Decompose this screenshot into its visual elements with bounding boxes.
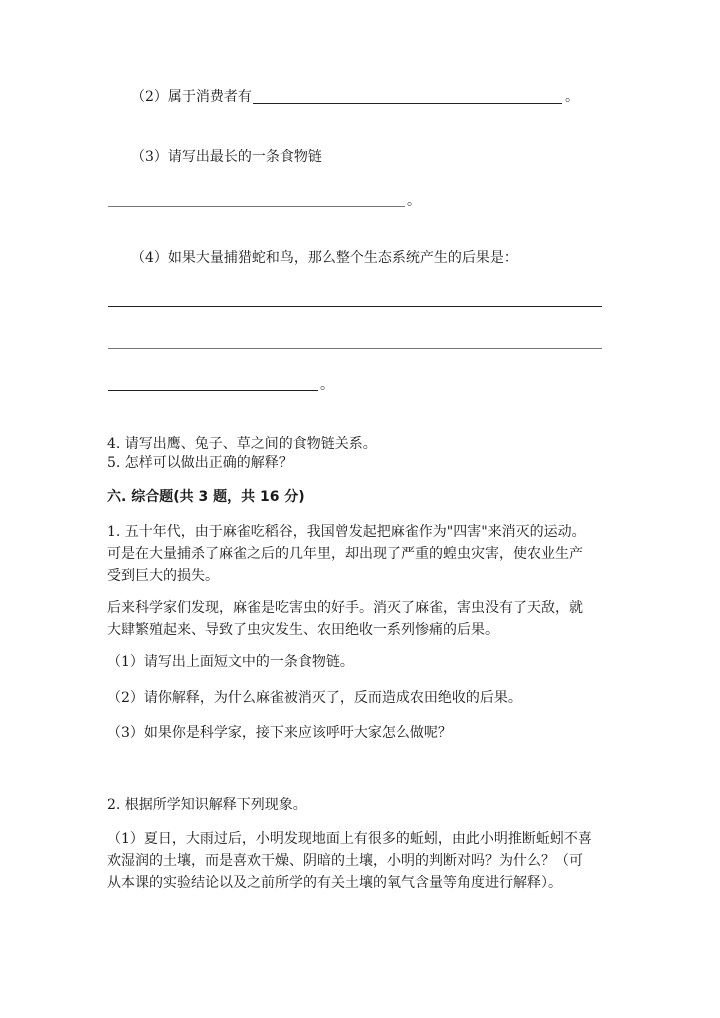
question-2-label: （2）属于消费者有 [131, 89, 252, 105]
answer-line-q2[interactable] [253, 103, 562, 104]
question-3-end-punct: 。 [407, 193, 421, 209]
answer-line-q4-3[interactable] [108, 390, 318, 391]
section-6-heading: 六. 综合题(共 3 题，共 16 分) [107, 489, 305, 505]
answer-line-q4-2[interactable] [108, 348, 602, 349]
question-4-label: （4）如果大量捕猎蛇和鸟，那么整个生态系统产生的后果是： [131, 250, 518, 266]
item-5: 5. 怎样可以做出正确的解释？ [107, 455, 293, 471]
sub-question-1: （1）请写出上面短文中的一条食物链。 [107, 654, 354, 670]
sub-question-2: （2）请你解释，为什么麻雀被消灭了，反而造成农田绝收的后果。 [107, 690, 522, 706]
question-2-sub-1-line-2: 欢湿润的土壤，而是喜欢干燥、阴暗的土壤，小明的判断对吗？为什么？（可 [107, 853, 583, 869]
answer-line-q3[interactable] [108, 206, 405, 207]
answer-line-q4-1[interactable] [108, 306, 602, 307]
paragraph-2-line-2: 大肆繁殖起来、导致了虫灾发生、农田绝收一系列惨痛的后果。 [107, 622, 499, 638]
paragraph-2-line-1: 后来科学家们发现，麻雀是吃害虫的好手。消灭了麻雀，害虫没有了天敌，就 [107, 600, 583, 616]
question-2-sub-1-line-1: （1）夏日，大雨过后，小明发现地面上有很多的蚯蚓，由此小明推断蚯蚓不喜 [107, 831, 592, 847]
question-2-main: 2. 根据所学知识解释下列现象。 [107, 797, 307, 813]
paragraph-1-line-2: 可是在大量捕杀了麻雀之后的几年里，却出现了严重的蝗虫灾害，使农业生产 [107, 546, 583, 562]
sub-question-3: （3）如果你是科学家，接下来应该呼吁大家怎么做呢？ [107, 725, 452, 741]
question-3-label: （3）请写出最长的一条食物链 [131, 149, 322, 165]
question-2-sub-1-line-3: 从本课的实验结论以及之前所学的有关土壤的氧气含量等角度进行解释）。 [107, 875, 562, 891]
item-4: 4. 请写出鹰、兔子、草之间的食物链关系。 [107, 436, 377, 452]
paragraph-1-line-1: 1. 五十年代，由于麻雀吃稻谷，我国曾发起把麻雀作为"四害"来消灭的运动。 [107, 524, 586, 540]
question-2-end-punct: 。 [565, 89, 579, 105]
question-4-end-punct: 。 [320, 377, 334, 393]
paragraph-1-line-3: 受到巨大的损失。 [107, 568, 219, 584]
